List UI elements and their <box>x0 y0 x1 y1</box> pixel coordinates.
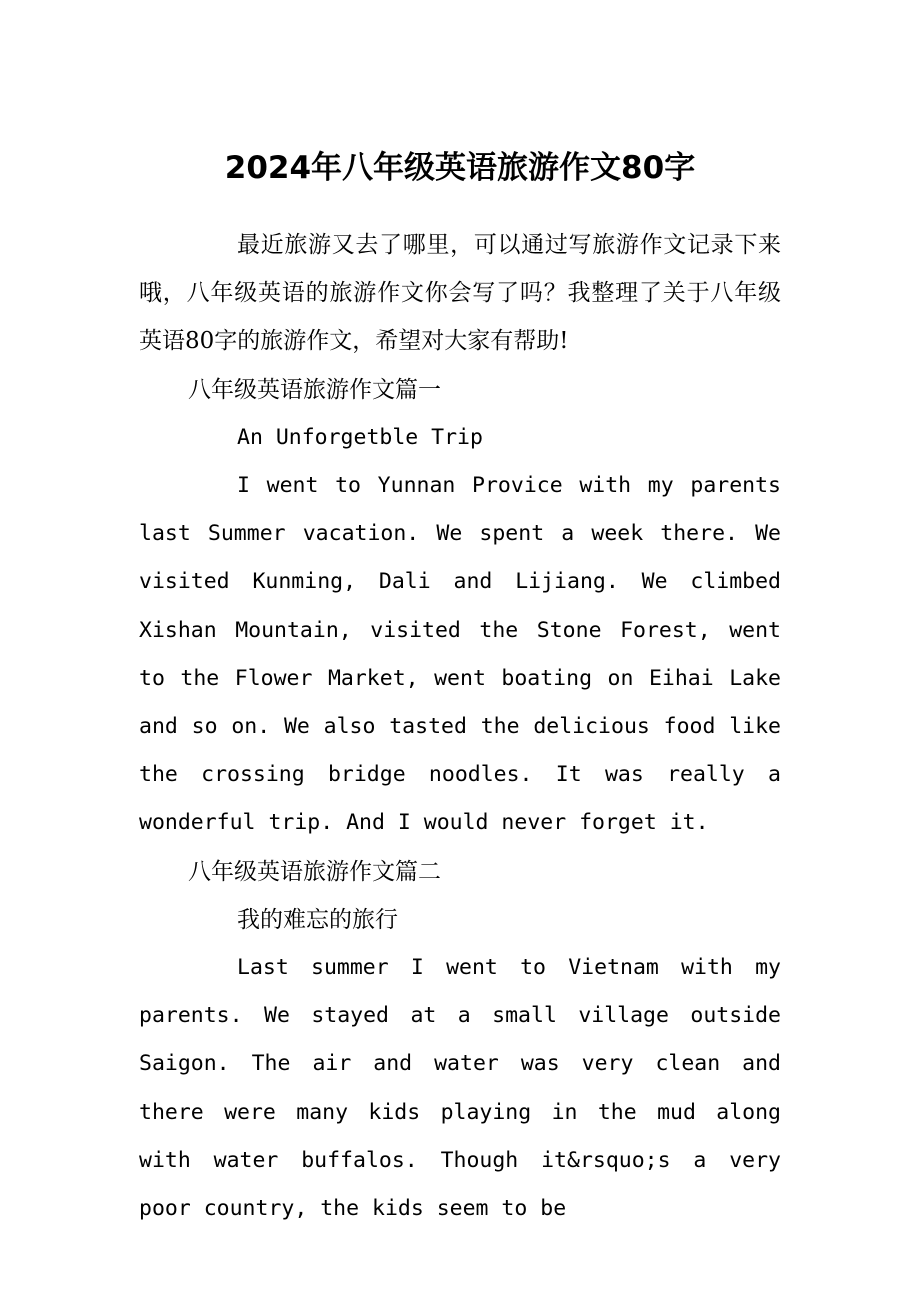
section-2-essay-title: 我的难忘的旅行 <box>237 907 398 933</box>
section-2-heading: 八年级英语旅游作文篇二 <box>188 859 441 885</box>
section-1-essay-title: An Unforgetble Trip <box>237 425 483 450</box>
section-1-heading: 八年级英语旅游作文篇一 <box>188 377 441 403</box>
intro-paragraph: 最近旅游又去了哪里，可以通过写旅游作文记录下来哦，八年级英语的旅游作文你会写了吗？我整理了关于八年级英语80字的旅游作文，希望对大家有帮助! <box>139 232 781 355</box>
document-title: 2024年八年级英语旅游作文80字 <box>224 150 696 186</box>
section-2-essay-body: Last summer I went to Vietnam with my parents. We stayed at a small village outside Saigon. The air and water was very clean and there were many kids playing in the mud along with water buffalos. Though it&rsquo;s a very poor country, the kids seem to be <box>139 955 781 1222</box>
section-1-essay-body: I went to Yunnan Provice with my parents last Summer vacation. We spent a week there. We visited Kunming, Dali and Lijiang. We climbed Xishan Mountain, visited the Stone Forest, went to the Flower Market, went boating on Eihai Lake and so on. We also tasted the delicious food like the crossing bridge noodles. It was really a wonderful trip. And I would never forget it. <box>139 473 781 836</box>
